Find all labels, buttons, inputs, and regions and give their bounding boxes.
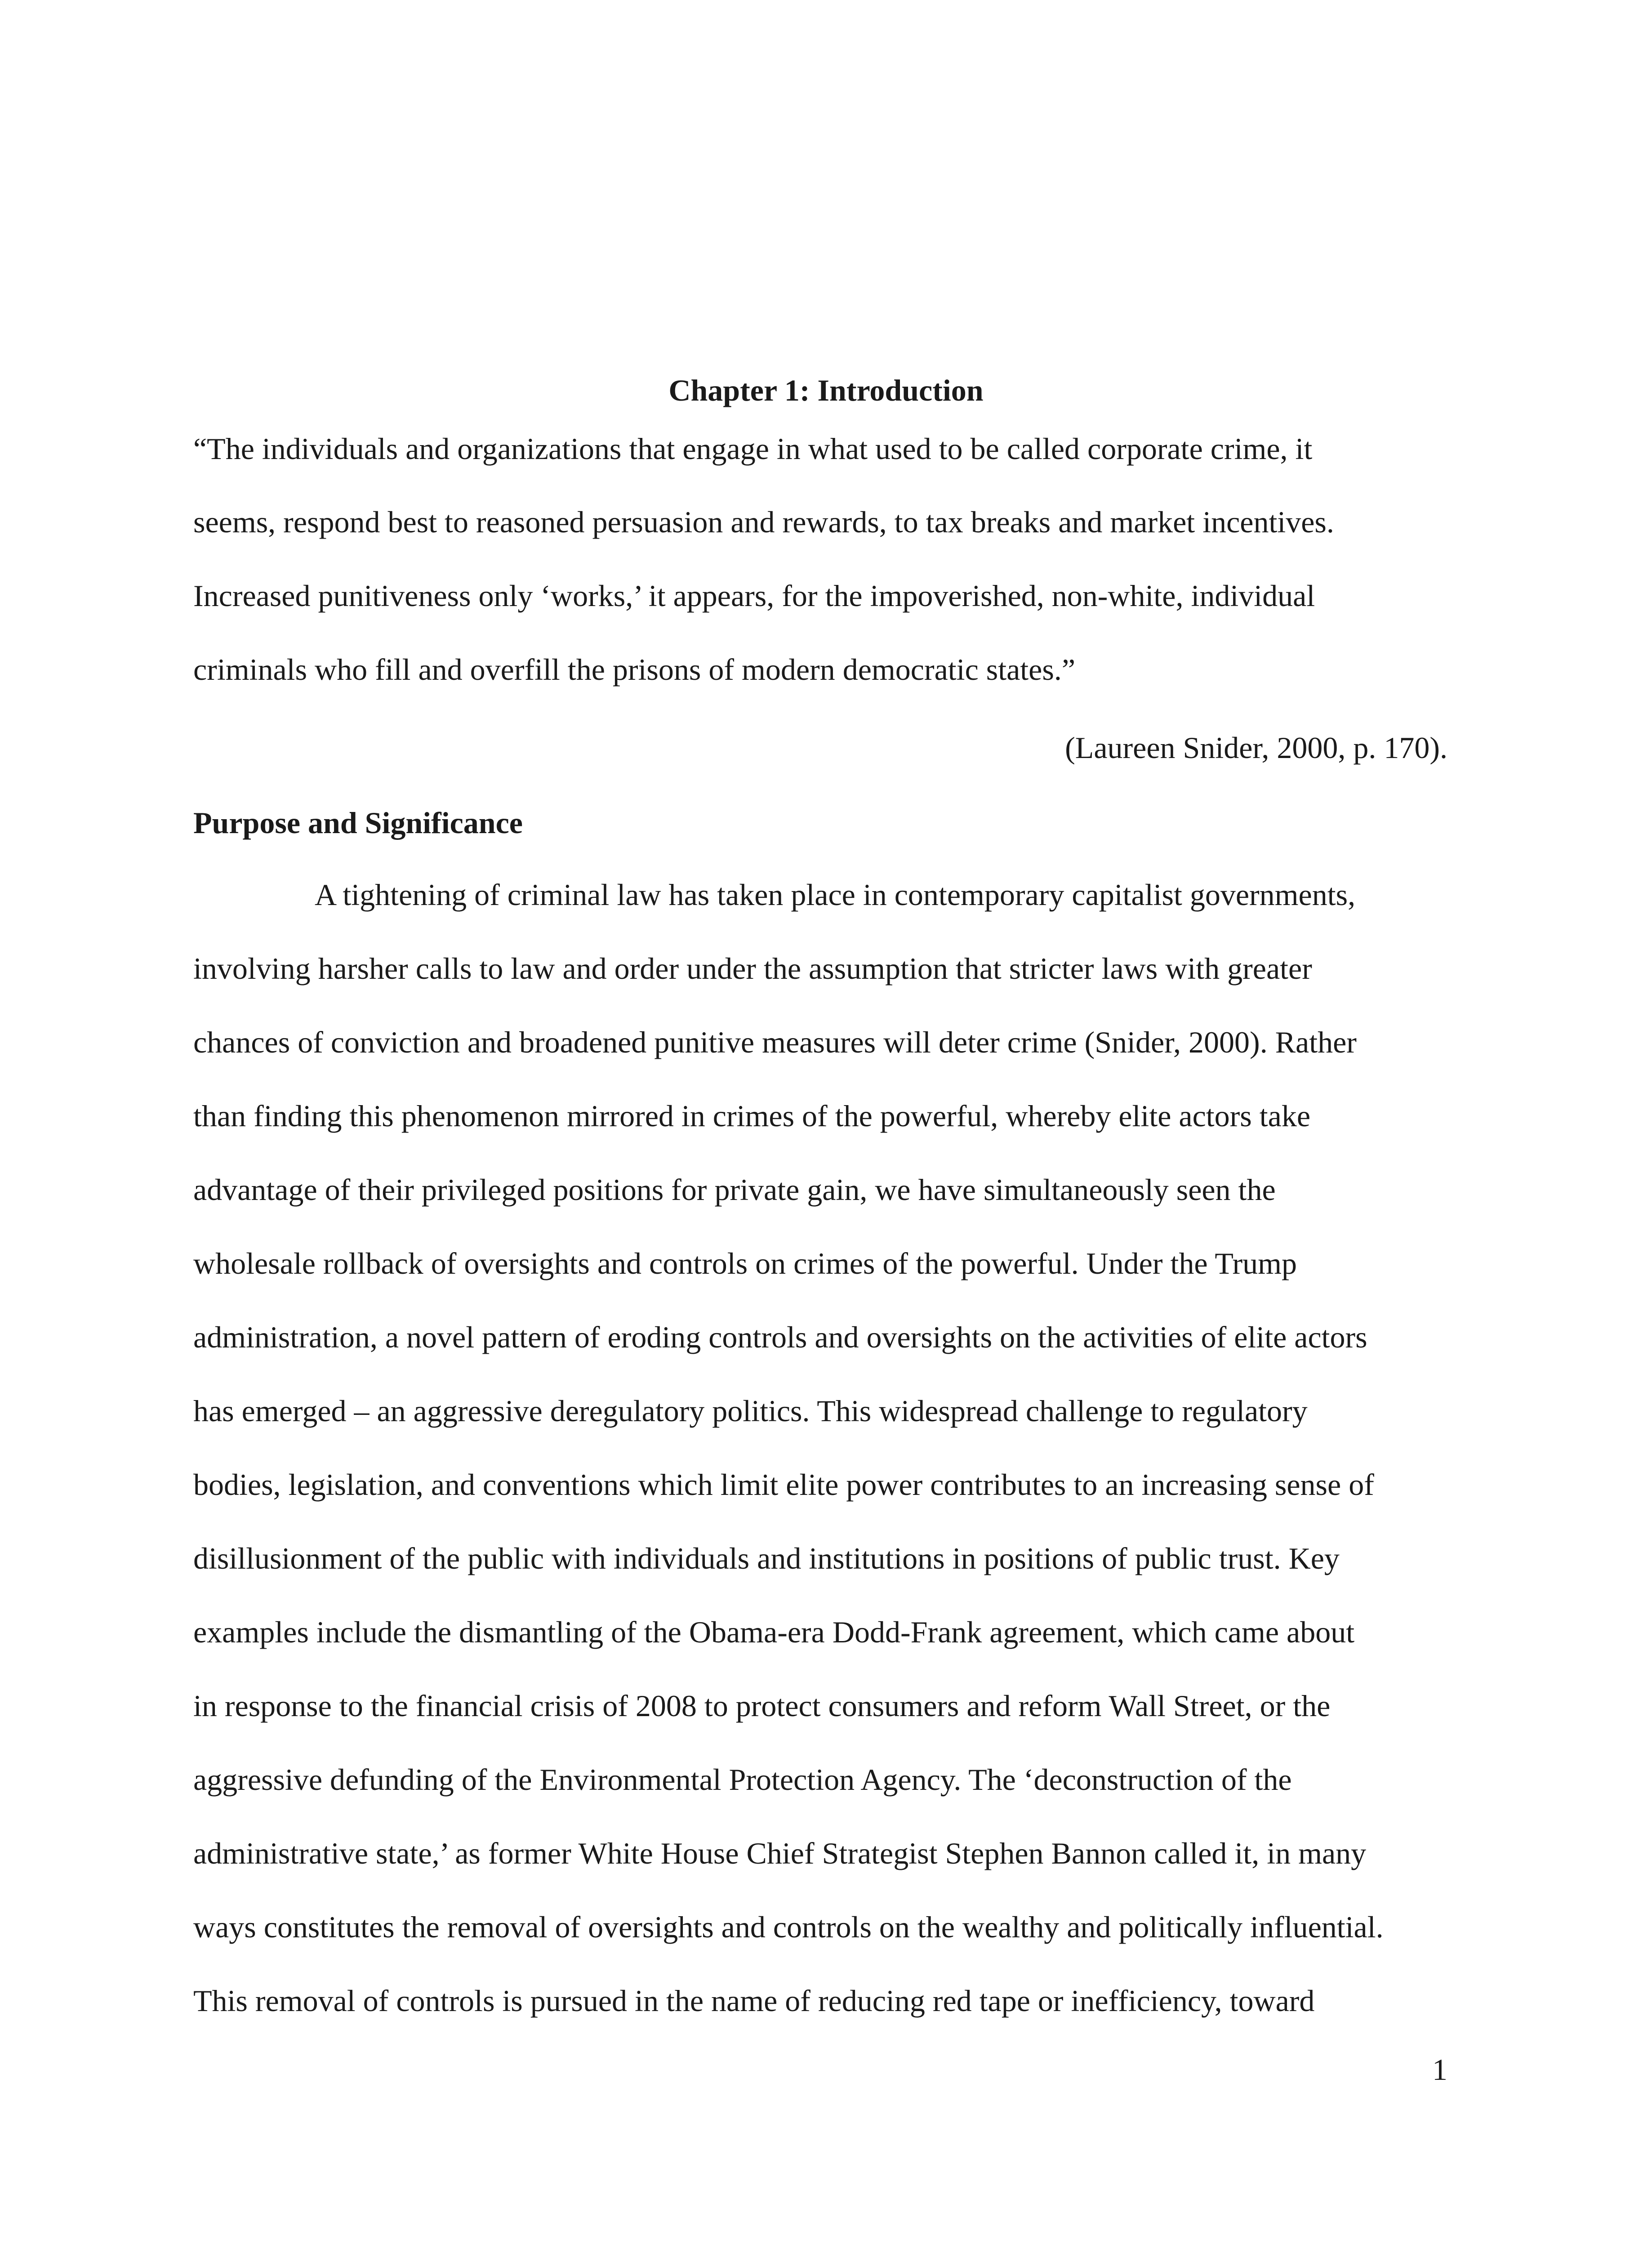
body-line: bodies, legislation, and conventions which limit elite power contributes to an increasing sense of bbox=[193, 1467, 1374, 1502]
epigraph-line: seems, respond best to reasoned persuasion and rewards, to tax breaks and market incentives. bbox=[193, 505, 1334, 539]
body-line: This removal of controls is pursued in the name of reducing red tape or inefficiency, toward bbox=[193, 1984, 1315, 2018]
body-line: has emerged – an aggressive deregulatory politics. This widespread challenge to regulatory bbox=[193, 1394, 1308, 1428]
body-line: aggressive defunding of the Environmental Protection Agency. The ‘deconstruction of the bbox=[193, 1762, 1292, 1797]
body-line: disillusionment of the public with individuals and institutions in positions of public trust. Key bbox=[193, 1541, 1340, 1575]
body-line: than finding this phenomenon mirrored in crimes of the powerful, whereby elite actors take bbox=[193, 1099, 1311, 1133]
body-line: A tightening of criminal law has taken place in contemporary capitalist governments, bbox=[315, 878, 1356, 912]
chapter-title: Chapter 1: Introduction bbox=[668, 373, 984, 407]
body-line: administrative state,’ as former White House Chief Strategist Stephen Bannon called it, in many bbox=[193, 1836, 1367, 1870]
body-line: chances of conviction and broadened punitive measures will deter crime (Snider, 2000). Rather bbox=[193, 1025, 1357, 1059]
section-heading: Purpose and Significance bbox=[193, 806, 523, 840]
epigraph-line: “The individuals and organizations that engage in what used to be called corporate crime, it bbox=[193, 432, 1313, 466]
body-line: in response to the financial crisis of 2008 to protect consumers and reform Wall Street, or the bbox=[193, 1689, 1331, 1723]
body-line: wholesale rollback of oversights and controls on crimes of the powerful. Under the Trump bbox=[193, 1246, 1297, 1280]
epigraph-citation: (Laureen Snider, 2000, p. 170). bbox=[1065, 731, 1447, 765]
page-number: 1 bbox=[1432, 2052, 1447, 2087]
body-line: administration, a novel pattern of eroding controls and oversights on the activities of elite actors bbox=[193, 1320, 1367, 1354]
epigraph-line: Increased punitiveness only ‘works,’ it appears, for the impoverished, non-white, individual bbox=[193, 579, 1315, 613]
epigraph-line: criminals who fill and overfill the prisons of modern democratic states.” bbox=[193, 652, 1076, 687]
body-line: examples include the dismantling of the Obama-era Dodd-Frank agreement, which came about bbox=[193, 1615, 1355, 1649]
body-line: ways constitutes the removal of oversights and controls on the wealthy and politically influential. bbox=[193, 1910, 1384, 1944]
body-line: advantage of their privileged positions for private gain, we have simultaneously seen the bbox=[193, 1173, 1276, 1207]
body-line: involving harsher calls to law and order under the assumption that stricter laws with greater bbox=[193, 951, 1312, 986]
